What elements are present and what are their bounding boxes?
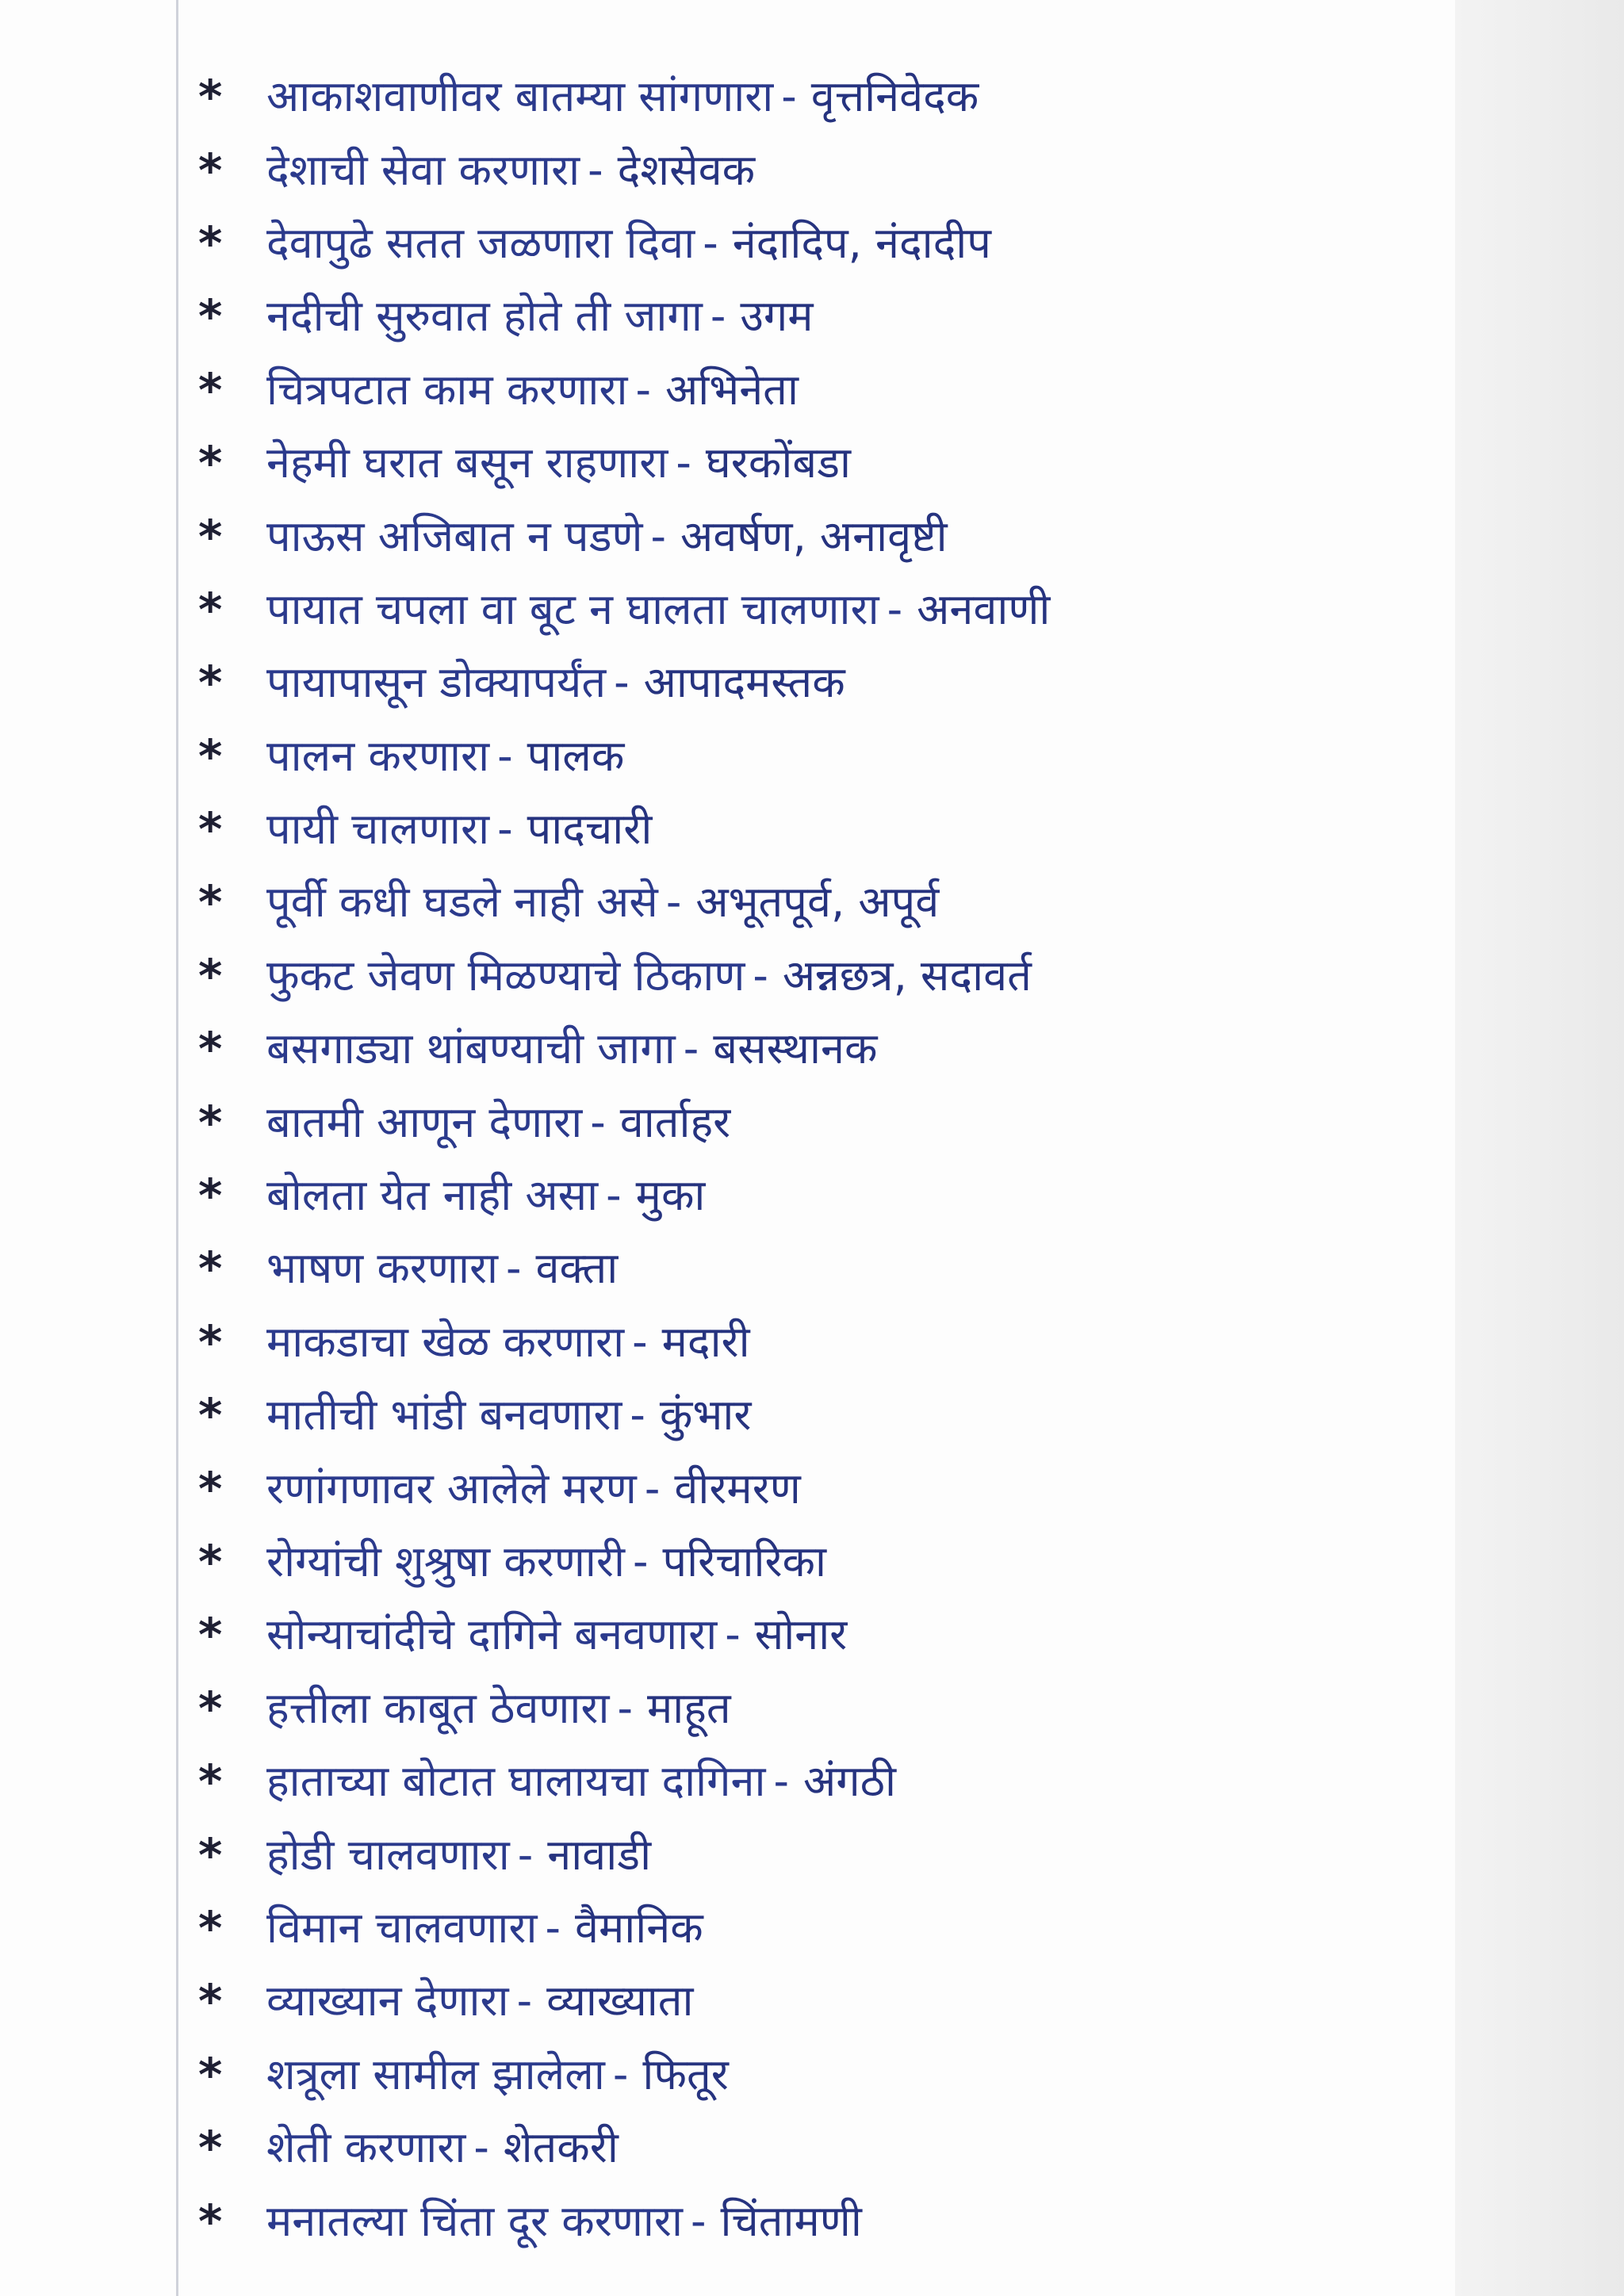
phrase-text: पायात चपला वा बूट न घालता चालणारा [266, 584, 879, 634]
asterisk-icon: * [198, 582, 223, 637]
one-word-answer: देशसेवक [617, 144, 756, 195]
one-word-answer: उगम [740, 291, 814, 342]
phrase-text: पालन करणारा [266, 730, 490, 781]
separator-dash: - [612, 2049, 629, 2099]
asterisk-icon: * [198, 143, 223, 197]
asterisk-icon: * [198, 2047, 223, 2102]
asterisk-icon: * [198, 1535, 223, 1589]
phrase-text: नदीची सुरुवात होते ती जागा [266, 291, 703, 342]
one-word-answer: परिचारिका [662, 1536, 827, 1586]
asterisk-icon: * [198, 1242, 223, 1296]
page-edge-shadow [1455, 0, 1624, 2296]
asterisk-icon: * [198, 70, 223, 124]
one-word-answer: अभिनेता [665, 364, 799, 415]
one-word-answer: सोनार [754, 1609, 848, 1660]
asterisk-icon: * [198, 1608, 223, 1663]
list-item [198, 1306, 1435, 1379]
one-word-answer: अवर्षण, अनावृष्टी [680, 511, 948, 561]
list-item [198, 1745, 1435, 1818]
phrase-text: माकडाचा खेळ करणारा [266, 1316, 625, 1367]
one-word-answer: कुंभार [659, 1390, 752, 1441]
list-item [198, 939, 1435, 1012]
list-item [198, 60, 1435, 133]
separator-dash: - [506, 1243, 522, 1294]
asterisk-icon: * [198, 216, 223, 270]
asterisk-icon: * [198, 1388, 223, 1443]
phrase-text: भाषण करणारा [266, 1243, 499, 1294]
list-item [198, 1379, 1435, 1452]
one-word-answer: वक्ता [535, 1243, 619, 1294]
separator-dash: - [725, 1609, 741, 1660]
asterisk-icon: * [198, 1169, 223, 1223]
asterisk-icon: * [198, 436, 223, 491]
phrase-text: मनातल्या चिंता दूर करणारा [266, 2195, 683, 2246]
separator-dash: - [781, 71, 797, 122]
asterisk-icon: * [198, 289, 223, 344]
list-item [198, 866, 1435, 939]
separator-dash: - [473, 2122, 489, 2173]
phrase-text: रणांगणावर आलेले मरण [266, 1463, 637, 1513]
list-item [198, 1232, 1435, 1305]
separator-dash: - [617, 1682, 633, 1733]
asterisk-icon: * [198, 948, 223, 1003]
one-word-answer: आपादमस्तक [643, 657, 845, 708]
list-item [198, 2184, 1435, 2257]
separator-dash: - [590, 1096, 606, 1147]
list-item [198, 427, 1435, 499]
asterisk-icon: * [198, 1461, 223, 1516]
one-word-answer: वीरमरण [674, 1463, 801, 1513]
asterisk-icon: * [198, 1974, 223, 2029]
list-item [198, 573, 1435, 646]
separator-dash: - [644, 1463, 661, 1513]
asterisk-icon: * [198, 1681, 223, 1735]
phrase-text: होडी चालवणारा [266, 1829, 510, 1880]
phrase-text: शत्रूला सामील झालेला [266, 2049, 605, 2099]
one-word-answer: वैमानिक [574, 1902, 703, 1953]
margin-line [176, 0, 178, 2296]
phrase-text: आकाशवाणीवर बातम्या सांगणारा [266, 71, 774, 122]
separator-dash: - [753, 950, 768, 1001]
list-item [198, 793, 1435, 866]
asterisk-icon: * [198, 656, 223, 710]
asterisk-icon: * [198, 362, 223, 417]
separator-dash: - [588, 144, 603, 195]
separator-dash: - [517, 1829, 534, 1880]
phrase-text: फुकट जेवण मिळण्याचे ठिकाण [266, 950, 745, 1001]
phrase-text: व्याख्यान देणारा [266, 1976, 509, 2026]
list-item [198, 1085, 1435, 1158]
list-item [198, 280, 1435, 353]
one-word-answer: अनवाणी [917, 584, 1051, 634]
separator-dash: - [703, 217, 718, 268]
separator-dash: - [683, 1024, 699, 1074]
asterisk-icon: * [198, 1022, 223, 1077]
list-item [198, 207, 1435, 280]
separator-dash: - [710, 291, 726, 342]
one-word-answer: मुका [635, 1170, 706, 1221]
asterisk-icon: * [198, 509, 223, 564]
one-word-answer: पालक [527, 730, 625, 781]
list-item [198, 1672, 1435, 1745]
phrase-text: सोन्याचांदीचे दागिने बनवणारा [266, 1609, 718, 1660]
one-word-answer: व्याख्याता [546, 1976, 694, 2026]
one-word-answer: नंदादिप, नंदादीप [732, 217, 991, 268]
one-word-answer: माहूत [646, 1682, 731, 1733]
asterisk-icon: * [198, 2194, 223, 2248]
one-word-answer: बसस्थानक [713, 1024, 878, 1074]
word-list [198, 60, 1435, 2258]
phrase-text: देशाची सेवा करणारा [266, 144, 580, 195]
phrase-text: बसगाड्या थांबण्याची जागा [266, 1024, 676, 1074]
phrase-text: पूर्वी कधी घडले नाही असे [266, 877, 658, 928]
one-word-answer: अन्नछत्र, सदावर्त [782, 950, 1032, 1001]
phrase-text: पायापासून डोक्यापर्यंत [266, 657, 607, 708]
one-word-answer: शेतकरी [503, 2122, 619, 2173]
one-word-answer: मदारी [661, 1316, 750, 1367]
separator-dash: - [516, 1976, 533, 2026]
asterisk-icon: * [198, 802, 223, 857]
separator-dash: - [614, 657, 630, 708]
phrase-text: पायी चालणारा [266, 804, 490, 855]
asterisk-icon: * [198, 2121, 223, 2175]
separator-dash: - [606, 1170, 622, 1221]
one-word-answer: घरकोंबडा [705, 438, 852, 488]
asterisk-icon: * [198, 1095, 223, 1150]
phrase-text: बातमी आणून देणारा [266, 1096, 583, 1147]
one-word-answer: अभूतपूर्व, अपूर्व [695, 877, 940, 928]
phrase-text: हाताच्या बोटात घालायचा दागिना [266, 1756, 766, 1807]
list-item [198, 1012, 1435, 1085]
list-item [198, 720, 1435, 793]
separator-dash: - [545, 1902, 561, 1953]
separator-dash: - [676, 438, 691, 488]
one-word-answer: वार्ताहर [619, 1096, 731, 1147]
list-item [198, 646, 1435, 719]
asterisk-icon: * [198, 1827, 223, 1882]
asterisk-icon: * [198, 1314, 223, 1369]
phrase-text: हत्तीला काबूत ठेवणारा [266, 1682, 610, 1733]
phrase-text: देवापुढे सतत जळणारा दिवा [266, 217, 695, 268]
list-item [198, 1525, 1435, 1598]
separator-dash: - [887, 584, 903, 634]
separator-dash: - [497, 730, 513, 781]
list-item [198, 1598, 1435, 1671]
list-item [198, 499, 1435, 572]
asterisk-icon: * [198, 1900, 223, 1955]
list-item [198, 1159, 1435, 1232]
list-item [198, 1452, 1435, 1525]
one-word-answer: चिंतामणी [720, 2195, 862, 2246]
separator-dash: - [650, 511, 667, 561]
list-item [198, 2038, 1435, 2111]
separator-dash: - [773, 1756, 790, 1807]
separator-dash: - [665, 877, 682, 928]
phrase-text: विमान चालवणारा [266, 1902, 538, 1953]
phrase-text: बोलता येत नाही असा [266, 1170, 599, 1221]
one-word-answer: अंगठी [803, 1756, 897, 1807]
phrase-text: शेती करणारा [266, 2122, 466, 2173]
separator-dash: - [635, 364, 651, 415]
separator-dash: - [630, 1390, 645, 1441]
list-item [198, 2111, 1435, 2184]
one-word-answer: नावाडी [547, 1829, 652, 1880]
asterisk-icon: * [198, 729, 223, 783]
list-item [198, 1892, 1435, 1965]
phrase-text: चित्रपटात काम करणारा [266, 364, 628, 415]
phrase-text: नेहमी घरात बसून राहणारा [266, 438, 668, 488]
separator-dash: - [690, 2195, 707, 2246]
separator-dash: - [632, 1536, 649, 1586]
phrase-text: मातीची भांडी बनवणारा [266, 1390, 622, 1441]
list-item [198, 354, 1435, 427]
separator-dash: - [497, 804, 513, 855]
list-item [198, 133, 1435, 206]
phrase-text: पाऊस अजिबात न पडणे [266, 511, 643, 561]
one-word-answer: पादचारी [527, 804, 653, 855]
one-word-answer: फितूर [642, 2049, 729, 2099]
one-word-answer: वृत्तनिवेदक [810, 71, 979, 122]
asterisk-icon: * [198, 875, 223, 930]
asterisk-icon: * [198, 1755, 223, 1809]
list-item [198, 1818, 1435, 1891]
list-item [198, 1965, 1435, 2038]
separator-dash: - [632, 1316, 648, 1367]
phrase-text: रोग्यांची शुश्रुषा करणारी [266, 1536, 625, 1586]
